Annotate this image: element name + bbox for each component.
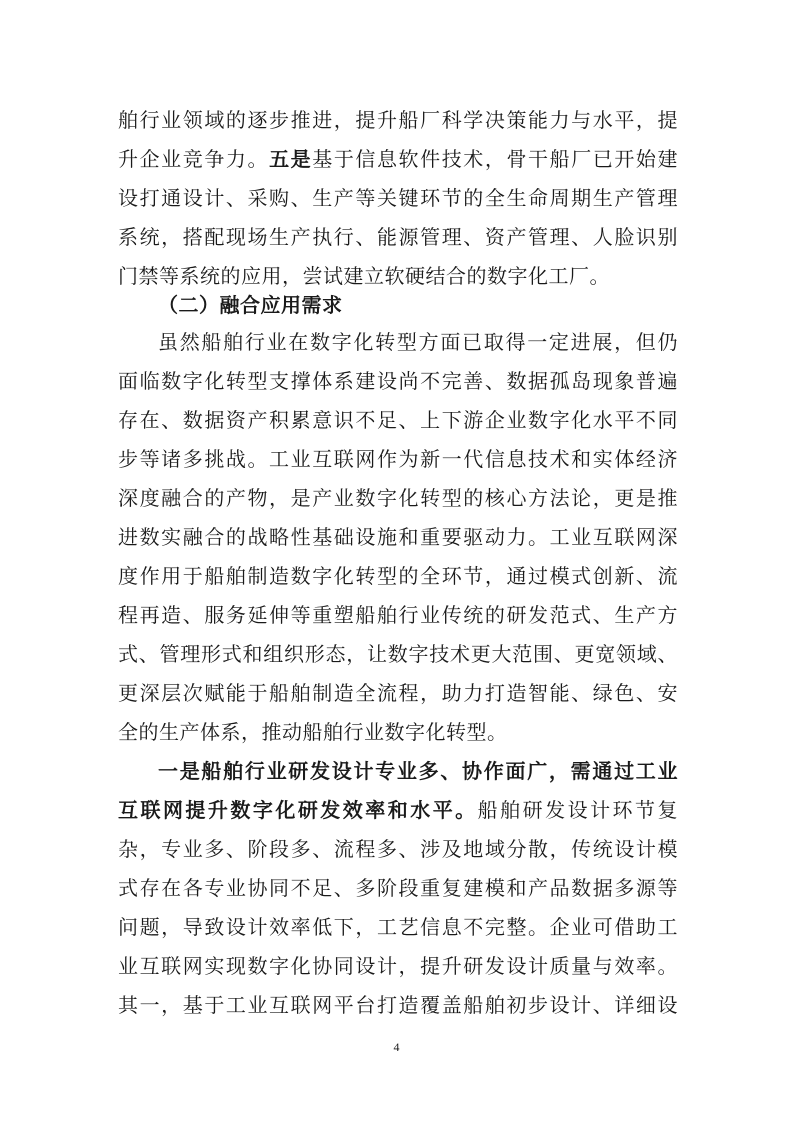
paragraph-2-line-9: 式、管理形式和组织形态，让数字技术更大范围、更宽领域、: [118, 642, 678, 666]
paragraph-3-line-1: 一是船舶行业研发设计专业多、协作面广，需通过工业: [158, 759, 678, 783]
paragraph-2-line-5: 深度融合的产物，是产业数字化转型的核心方法论，更是推: [118, 486, 678, 510]
paragraph-2-line-11: 全的生产体系，推动船舶行业数字化转型。: [118, 720, 508, 744]
paragraph-1-line-4: 系统，搭配现场生产执行、能源管理、资产管理、人脸识别: [118, 225, 678, 249]
text-run: 基于信息软件技术，骨干船厂已开始建: [312, 147, 679, 171]
paragraph-2-line-7: 度作用于船舶制造数字化转型的全环节，通过模式创新、流: [118, 564, 678, 588]
page-number: 4: [393, 1040, 400, 1054]
paragraph-2-line-8: 程再造、服务延伸等重塑船舶行业传统的研发范式、生产方: [118, 603, 678, 627]
paragraph-1-line-1: 舶行业领域的逐步推进，提升船厂科学决策能力与水平，提: [118, 108, 678, 132]
paragraph-2-line-4: 步等诸多挑战。工业互联网作为新一代信息技术和实体经济: [118, 447, 678, 471]
paragraph-3-line-2: [118, 790, 678, 830]
bold-lead-phrase: 互联网提升数字化研发效率和水平。: [118, 798, 478, 822]
paragraph-2-line-10: 更深层次赋能于船舶制造全流程，助力打造智能、绿色、安: [118, 681, 678, 705]
paragraph-2-line-3: 存在、数据资产积累意识不足、上下游企业数字化水平不同: [118, 408, 678, 432]
paragraph-3-line-7: 其一，基于工业互联网平台打造覆盖船舶初步设计、详细设: [118, 993, 678, 1017]
paragraph-3-line-4: 式存在各专业协同不足、多阶段重复建模和产品数据多源等: [118, 876, 678, 900]
paragraph-2-line-2: 面临数字化转型支撑体系建设尚不完善、数据孤岛现象普遍: [118, 369, 678, 393]
text-run: 船舶研发设计环节复: [477, 798, 679, 822]
paragraph-1-line-2: [118, 139, 678, 179]
text-run: 升企业竞争力。: [118, 147, 270, 171]
section-heading: （二）融合应用需求: [158, 293, 343, 317]
paragraph-1-line-3: 设打通设计、采购、生产等关键环节的全生命周期生产管理: [118, 186, 678, 210]
paragraph-3-line-6: 业互联网实现数字化协同设计，提升研发设计质量与效率。: [118, 954, 678, 978]
bold-lead-phrase: 五是: [269, 147, 313, 171]
paragraph-2-line-6: 进数实融合的战略性基础设施和重要驱动力。工业互联网深: [118, 525, 678, 549]
paragraph-2-line-1: 虽然船舶行业在数字化转型方面已取得一定进展，但仍: [158, 330, 678, 354]
paragraph-3-line-5: 问题，导致设计效率低下，工艺信息不完整。企业可借助工: [118, 915, 678, 939]
paragraph-1-line-5: 门禁等系统的应用，尝试建立软硬结合的数字化工厂。: [118, 264, 610, 288]
paragraph-3-line-3: 杂，专业多、阶段多、流程多、涉及地域分散，传统设计模: [118, 837, 678, 861]
